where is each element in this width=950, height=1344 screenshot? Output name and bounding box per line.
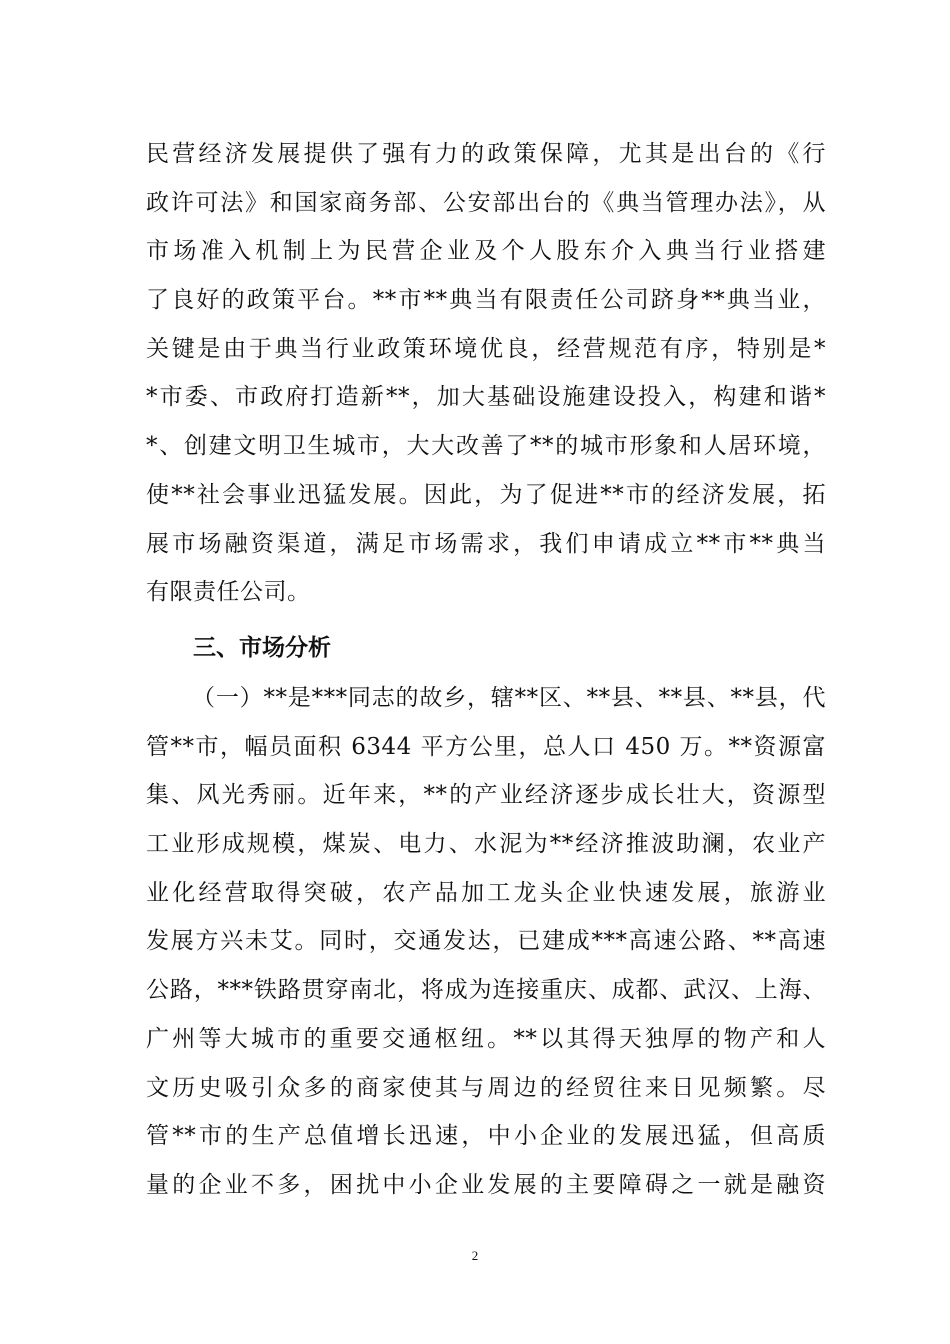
- text-line: 广州等大城市的重要交通枢纽。**以其得天独厚的物产和人: [146, 1025, 826, 1052]
- text-line: 公路，***铁路贯穿南北，将成为连接重庆、成都、武汉、上海、: [146, 977, 826, 1004]
- text-line: 展市场融资渠道，满足市场需求，我们申请成立**市**典当: [146, 530, 826, 557]
- text-line: 使**社会事业迅猛发展。因此，为了促进**市的经济发展，拓: [146, 481, 826, 508]
- paragraph-continued: [146, 130, 826, 617]
- text-line: 文历史吸引众多的商家使其与周边的经贸往来日见频繁。尽: [146, 1074, 826, 1101]
- page-number: 2: [471, 1248, 479, 1263]
- text-line: 有限责任公司。: [146, 579, 311, 606]
- section-heading: 三、市场分析: [193, 635, 331, 661]
- text-line: 量的企业不多，困扰中小企业发展的主要障碍之一就是融资: [146, 1171, 826, 1198]
- text-line: 市场准入机制上为民营企业及个人股东介入典当行业搭建: [146, 238, 826, 265]
- paragraph-market-analysis: [146, 674, 826, 1210]
- text-line: 政许可法》和国家商务部、公安部出台的《典当管理办法》，从: [146, 189, 826, 216]
- text-line: 集、风光秀丽。近年来，**的产业经济逐步成长壮大，资源型: [146, 782, 826, 809]
- text-line: 关键是由于典当行业政策环境优良，经营规范有序，特别是*: [146, 335, 826, 362]
- text-line: 了良好的政策平台。**市**典当有限责任公司跻身**典当业，: [146, 287, 826, 314]
- text-line: *、创建文明卫生城市，大大改善了**的城市形象和人居环境，: [146, 433, 826, 460]
- text-line: 工业形成规模，煤炭、电力、水泥为**经济推波助澜，农业产: [146, 831, 826, 858]
- text-line: 民营经济发展提供了强有力的政策保障，尤其是出台的《行: [146, 141, 826, 167]
- text-line: *市委、市政府打造新**，加大基础设施建设投入，构建和谐*: [146, 384, 826, 411]
- text-line: 管**市，幅员面积 6344 平方公里，总人口 450 万。**资源富: [146, 733, 826, 760]
- text-line: （一）**是***同志的故乡，辖**区、**县、**县、**县，代: [192, 685, 826, 711]
- text-line: 业化经营取得突破，农产品加工龙头企业快速发展，旅游业: [146, 879, 826, 906]
- text-line: 管**市的生产总值增长迅速，中小企业的发展迅猛，但高质: [146, 1123, 826, 1150]
- text-line: 发展方兴未艾。同时，交通发达，已建成***高速公路、**高速: [146, 928, 826, 955]
